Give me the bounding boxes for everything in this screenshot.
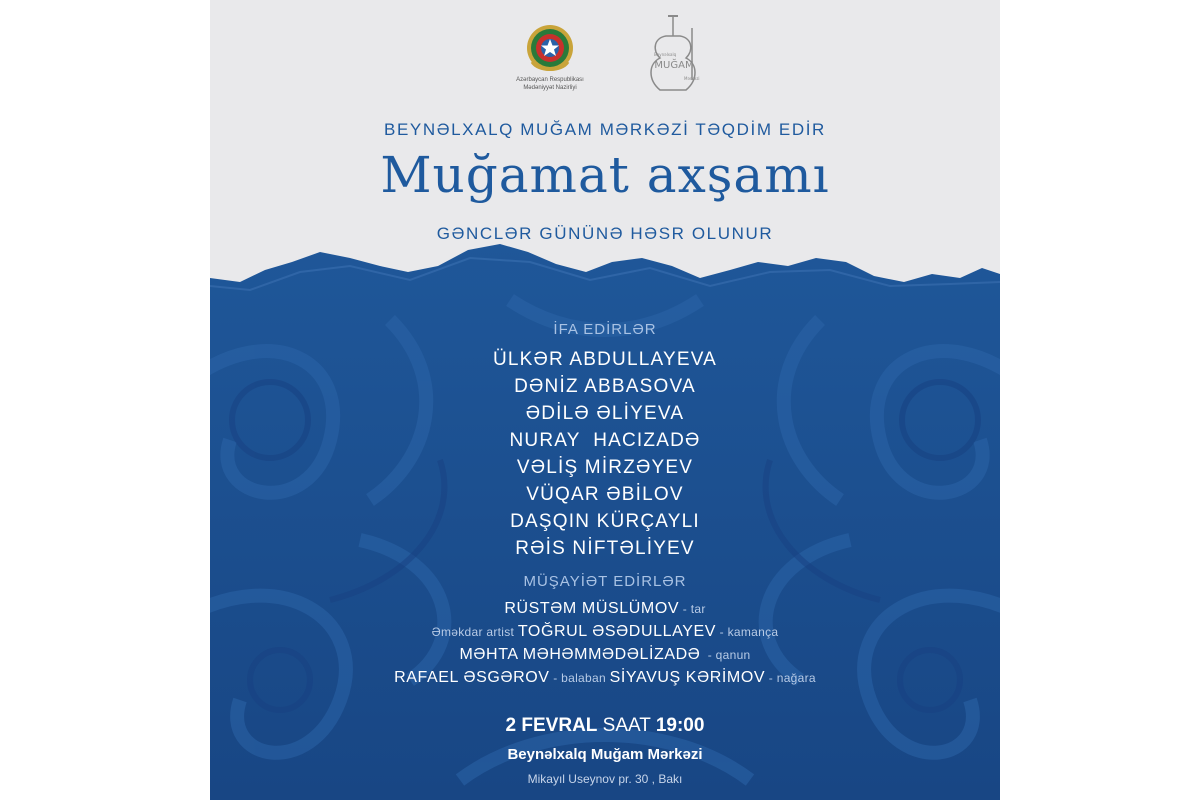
event-venue: Beynəlxalq Muğam Mərkəzi	[507, 746, 703, 763]
accompanist-line	[210, 666, 1000, 689]
mugam-logo-small-text-2: Mərkəzi	[684, 76, 700, 81]
event-subtitle: GƏNCLƏR GÜNÜNƏ HƏSR OLUNUR	[436, 224, 774, 243]
event-poster	[210, 0, 1000, 800]
performer-name: ÜLKƏR ABDULLAYEVA	[492, 349, 718, 370]
event-time: 19:00	[655, 715, 705, 736]
mugam-logo-small-text-1: Beynəlxalq	[654, 52, 677, 57]
event-address: Mikayıl Useynov pr. 30 , Bakı	[527, 772, 683, 786]
event-date: 2 FEVRAL	[505, 715, 598, 736]
accompanist-title: Əməkdar artist	[431, 625, 518, 639]
accompanist-role: - qanun	[700, 648, 751, 662]
ministry-logo-caption: Azərbaycan Respublikası Mədəniyyət Nazirliyi	[516, 77, 584, 91]
presents-line: BEYNƏLXALQ MUĞAM MƏRKƏZİ TƏQDİM EDİR	[384, 120, 826, 139]
performers-label: İFA EDİRLƏR	[553, 321, 657, 338]
accompanist-line	[210, 643, 1000, 666]
event-datetime	[210, 715, 1000, 737]
accompanist-line	[210, 620, 1000, 643]
accompanist-name: SİYAVUŞ KƏRİMOV	[609, 669, 766, 686]
performer-name: NURAY HACIZADƏ	[509, 430, 701, 451]
performer-name: DAŞQIN KÜRÇAYLI	[510, 511, 700, 532]
accompaniment-list	[210, 597, 1000, 689]
event-time-label: SAAT	[597, 715, 656, 736]
mugam-logo-text: MUĞAM	[654, 60, 694, 71]
accompanist-line	[210, 597, 1000, 620]
performer-name: DƏNİZ ABBASOVA	[514, 376, 696, 397]
performer-name: ƏDİLƏ ƏLİYEVA	[525, 403, 685, 424]
accompanist-name: RAFAEL ƏSGƏROV	[394, 669, 550, 686]
accompanist-role: - nağara	[765, 671, 816, 685]
accompanist-role: - kamança	[716, 625, 779, 639]
performers-list	[210, 346, 1000, 562]
accompanist-name: TOĞRUL ƏSƏDULLAYEV	[517, 623, 717, 640]
accompanist-name: RÜSTƏM MÜSLÜMOV	[504, 600, 680, 617]
accompanist-role: - balaban	[549, 671, 610, 685]
accompanist-role: - tar	[679, 602, 706, 616]
accompanist-name: MƏHTA MƏHƏMMƏDƏLİZADƏ	[459, 646, 701, 663]
accompaniment-label: MÜŞAYİƏT EDİRLƏR	[523, 573, 687, 590]
performer-name: RƏİS NİFTƏLİYEV	[515, 538, 695, 559]
event-title: Muğamat axşamı	[380, 146, 830, 204]
mugam-center-logo	[640, 10, 710, 100]
performer-name: VÜQAR ƏBİLOV	[526, 484, 684, 505]
performer-name: VƏLİŞ MİRZƏYEV	[516, 457, 694, 478]
